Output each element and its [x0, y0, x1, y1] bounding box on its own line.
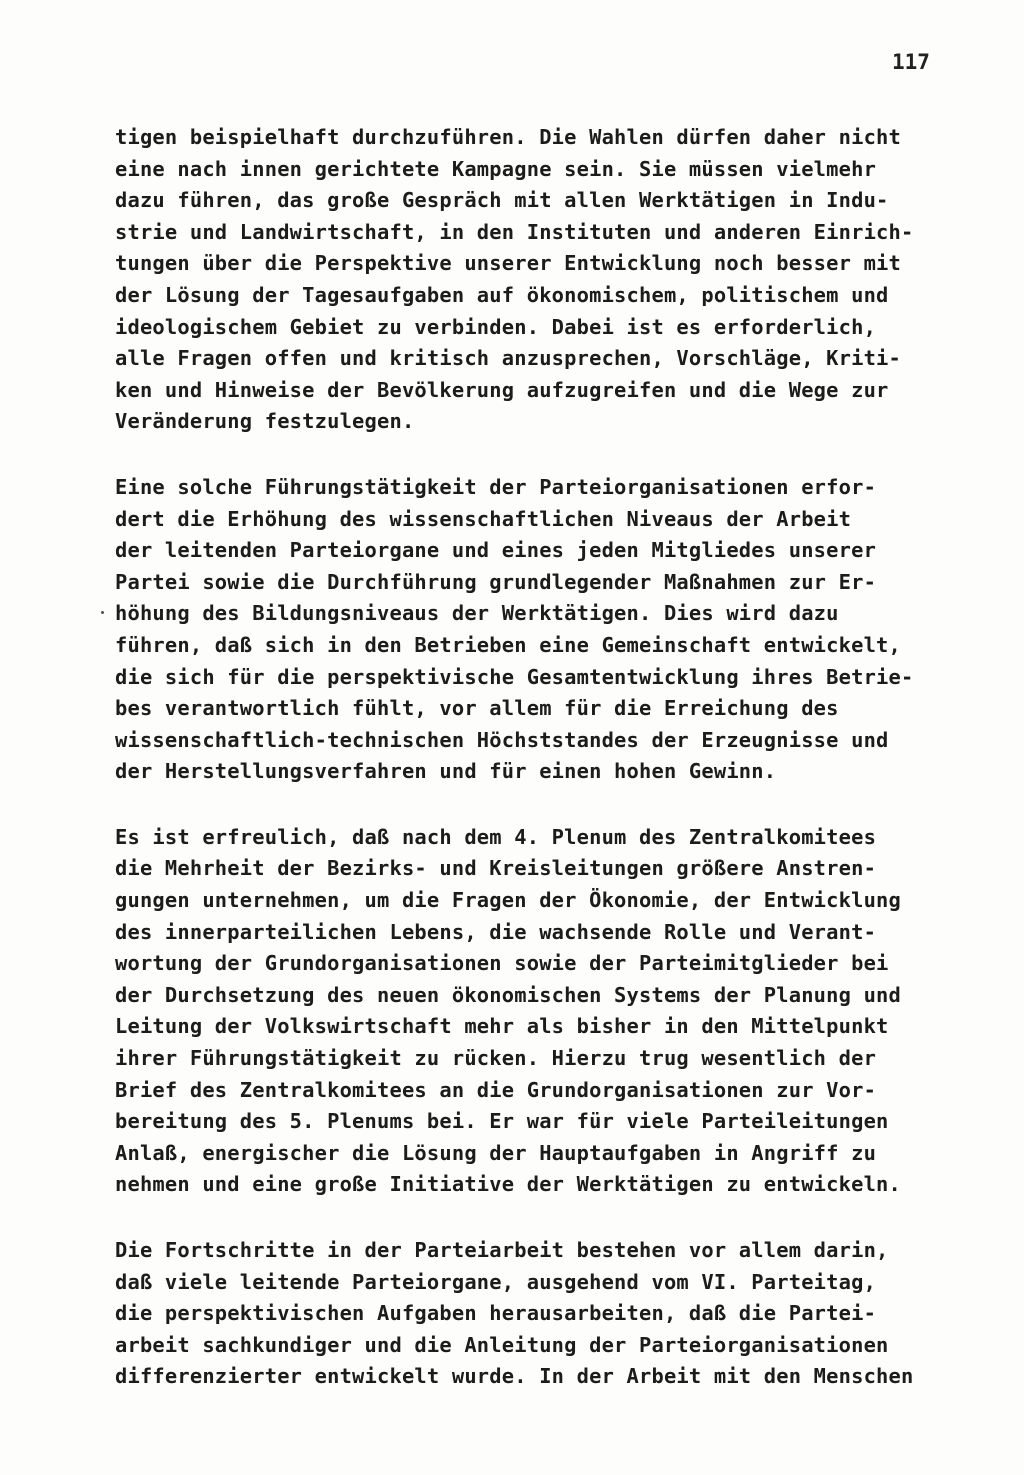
text-line: dert die Erhöhung des wissenschaftlichen Niveaus der Arbeit: [115, 506, 852, 531]
page-number: 117: [892, 50, 930, 74]
text-line: Leitung der Volkswirtschaft mehr als bisher in den Mittelpunkt: [115, 1014, 889, 1039]
text-line: des innerparteilichen Lebens, die wachsende Rolle und Verant-: [115, 919, 877, 944]
text-line: alle Fragen offen und kritisch anzusprechen, Vorschläge, Kriti-: [115, 346, 902, 371]
text-line: führen, daß sich in den Betrieben eine Gemeinschaft entwickelt,: [115, 632, 902, 657]
text-line: der Durchsetzung des neuen ökonomischen Systems der Planung und: [115, 982, 902, 1007]
text-line: arbeit sachkundiger und die Anleitung der Parteiorganisationen: [115, 1332, 889, 1357]
text-line: bereitung des 5. Plenums bei. Er war für viele Parteileitungen: [115, 1109, 889, 1134]
text-line: höhung des Bildungsniveaus der Werktätigen. Dies wird dazu: [115, 601, 839, 626]
text-line: der leitenden Parteiorgane und eines jeden Mitgliedes unserer: [115, 538, 877, 563]
margin-mark: [101, 611, 104, 614]
text-line: Veränderung festzulegen.: [115, 409, 415, 434]
paragraph: [115, 472, 955, 788]
text-line: wissenschaftlich-technischen Höchststandes der Erzeugnisse und: [115, 727, 889, 752]
text-line: Anlaß, energischer die Lösung der Hauptaufgaben in Angriff zu: [115, 1140, 877, 1165]
paragraph: [115, 122, 955, 438]
text-line: ihrer Führungstätigkeit zu rücken. Hierzu trug wesentlich der: [115, 1046, 877, 1071]
text-line: bes verantwortlich fühlt, vor allem für die Erreichung des: [115, 696, 839, 721]
text-line: die perspektivischen Aufgaben herausarbeiten, daß die Partei-: [115, 1301, 877, 1326]
text-line: eine nach innen gerichtete Kampagne sein. Sie müssen vielmehr: [115, 156, 877, 181]
text-line: der Herstellungsverfahren und für einen hohen Gewinn.: [115, 759, 777, 784]
text-line: wortung der Grundorganisationen sowie der Parteimitglieder bei: [115, 951, 889, 976]
text-line: tigen beispielhaft durchzuführen. Die Wahlen dürfen daher nicht: [115, 125, 902, 149]
text-line: der Lösung der Tagesaufgaben auf ökonomischem, politischem und: [115, 282, 889, 307]
text-line: Partei sowie die Durchführung grundlegender Maßnahmen zur Er-: [115, 569, 877, 594]
text-line: dazu führen, das große Gespräch mit allen Werktätigen in Indu-: [115, 188, 889, 213]
paragraph: [115, 822, 955, 1201]
text-line: nehmen und eine große Initiative der Werktätigen zu entwickeln.: [115, 1172, 902, 1197]
text-line: ideologischem Gebiet zu verbinden. Dabei ist es erforderlich,: [115, 314, 877, 339]
text-line: strie und Landwirtschaft, in den Instituten und anderen Einrich-: [115, 219, 914, 244]
text-line: die Mehrheit der Bezirks- und Kreisleitungen größere Anstren-: [115, 856, 877, 881]
text-line: Brief des Zentralkomitees an die Grundorganisationen zur Vor-: [115, 1077, 877, 1102]
text-line: die sich für die perspektivische Gesamtentwicklung ihres Betrie-: [115, 664, 914, 689]
text-line: Die Fortschritte in der Parteiarbeit bestehen vor allem darin,: [115, 1238, 889, 1262]
text-line: tungen über die Perspektive unserer Entwicklung noch besser mit: [115, 251, 902, 276]
text-line: gungen unternehmen, um die Fragen der Ökonomie, der Entwicklung: [115, 888, 902, 913]
text-line: Eine solche Führungstätigkeit der Parteiorganisationen erfor-: [115, 474, 877, 499]
text-line: Es ist erfreulich, daß nach dem 4. Plenum des Zentralkomitees: [115, 824, 877, 849]
text-line: daß viele leitende Parteiorgane, ausgehend vom VI. Parteitag,: [115, 1269, 877, 1294]
text-line: ken und Hinweise der Bevölkerung aufzugreifen und die Wege zur: [115, 377, 889, 402]
body-text: [115, 122, 955, 1393]
paragraph: [115, 1235, 955, 1393]
text-line: differenzierter entwickelt wurde. In der Arbeit mit den Menschen: [115, 1364, 914, 1389]
